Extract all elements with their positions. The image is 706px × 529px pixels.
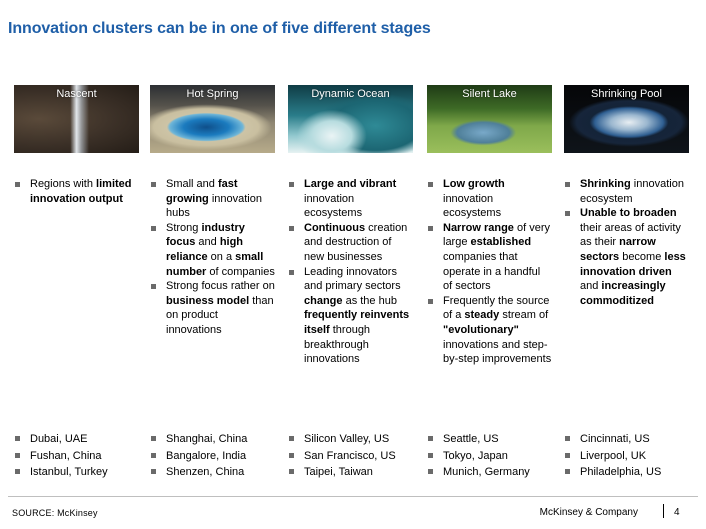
bullet-text: innovation hubs bbox=[166, 192, 262, 220]
page-number: 4 bbox=[674, 507, 680, 518]
source-note: SOURCE: McKinsey bbox=[12, 508, 98, 518]
bullet-text: limited innovation output bbox=[30, 178, 132, 205]
bullet-text: Low growth bbox=[443, 178, 505, 190]
stage-locations bbox=[14, 431, 149, 481]
bullet-text: increasingly commoditized bbox=[580, 280, 666, 307]
bullet-text: less innovation driven bbox=[580, 250, 686, 278]
stage-bullet bbox=[564, 206, 689, 308]
waterfall-photo bbox=[14, 85, 139, 153]
stage-description bbox=[427, 177, 552, 367]
stage-locations bbox=[288, 431, 423, 481]
bullet-text: innovation ecosystem bbox=[580, 178, 684, 205]
stage-bullet bbox=[150, 279, 275, 337]
footer-separator bbox=[663, 504, 664, 518]
stage-label: Silent Lake bbox=[462, 88, 517, 100]
bullet-text: their areas of activity as their bbox=[580, 221, 681, 249]
bullet-text: innovation ecosystems bbox=[443, 192, 502, 220]
stage-locations bbox=[150, 431, 285, 481]
bullet-text: steady bbox=[464, 309, 500, 322]
bullet-text: industry focus bbox=[166, 221, 245, 249]
bullet-text: creation and destruction of new businesses bbox=[304, 221, 408, 263]
bullet-text: Regions with bbox=[30, 178, 97, 190]
bullet-text: business model bbox=[166, 294, 250, 307]
location-item: Cincinnati, US bbox=[564, 431, 699, 448]
bullet-text: than on product innovations bbox=[166, 294, 274, 336]
bullet-text: Frequently the source of a bbox=[443, 294, 550, 322]
footer-divider bbox=[8, 496, 698, 497]
stage-bullet bbox=[150, 177, 275, 221]
stage-label: Dynamic Ocean bbox=[311, 88, 390, 100]
bullet-text: Unable to broaden bbox=[580, 207, 677, 220]
stage-column-hot-spring bbox=[150, 85, 275, 479]
stage-column-silent-lake bbox=[427, 85, 552, 479]
bullet-text: as the hub bbox=[342, 294, 397, 307]
bullet-text: narrow sectors bbox=[580, 236, 656, 263]
stage-column-dynamic-ocean bbox=[288, 85, 413, 479]
bullet-text: innovation ecosystems bbox=[304, 192, 363, 220]
bullet-text: Strong bbox=[166, 221, 202, 234]
bullet-text: and bbox=[195, 236, 220, 249]
bullet-text: Large and vibrant bbox=[304, 178, 397, 190]
stage-bullet bbox=[288, 265, 413, 367]
bullet-text: "evolutionary" bbox=[443, 323, 519, 336]
bullet-text: frequently reinvents itself bbox=[304, 309, 410, 336]
bullet-text: become bbox=[619, 250, 665, 263]
bullet-text: Small and bbox=[166, 178, 218, 190]
stage-column-shrinking-pool bbox=[564, 85, 689, 479]
bullet-text: through breakthrough innovations bbox=[304, 323, 371, 366]
stage-label: Nascent bbox=[56, 88, 97, 100]
bullet-text: Shrinking bbox=[580, 178, 631, 190]
bullet-text: Leading innovators and primary sectors bbox=[304, 265, 401, 293]
bullet-text: stream of bbox=[499, 309, 549, 322]
location-item: Fushan, China bbox=[14, 448, 149, 465]
stage-description bbox=[564, 177, 689, 308]
bullet-text: on a bbox=[207, 250, 236, 263]
stage-bullet bbox=[427, 177, 552, 221]
stage-label: Shrinking Pool bbox=[591, 88, 662, 100]
bullet-text: fast growing bbox=[166, 178, 238, 205]
bullet-text: Narrow range bbox=[443, 221, 514, 234]
page-title: Innovation clusters can be in one of five different stages bbox=[8, 20, 431, 37]
bullet-text: of companies bbox=[206, 265, 275, 278]
location-item: Bangalore, India bbox=[150, 448, 285, 465]
bullet-text: of very large bbox=[443, 221, 550, 249]
stage-bullet bbox=[427, 221, 552, 294]
location-item: Philadelphia, US bbox=[564, 464, 699, 481]
stage-bullet bbox=[288, 177, 413, 221]
hot-spring-photo bbox=[150, 85, 275, 153]
bullet-text: high reliance bbox=[166, 236, 244, 263]
bullet-text: change bbox=[304, 294, 343, 307]
location-item: Taipei, Taiwan bbox=[288, 464, 423, 481]
bullet-text: established bbox=[470, 236, 532, 249]
location-item: Tokyo, Japan bbox=[427, 448, 562, 465]
location-item: Dubai, UAE bbox=[14, 431, 149, 448]
stage-bullet bbox=[564, 177, 689, 206]
company-brand: McKinsey & Company bbox=[539, 507, 638, 518]
shrinking-pool-photo bbox=[564, 85, 689, 153]
location-item: Shanghai, China bbox=[150, 431, 285, 448]
bullet-text: small number bbox=[166, 250, 264, 278]
location-item: Istanbul, Turkey bbox=[14, 464, 149, 481]
stage-locations bbox=[427, 431, 562, 481]
ocean-wave-photo bbox=[288, 85, 413, 153]
bullet-text: innovations and step-by-step improvements bbox=[443, 338, 552, 366]
stage-bullet bbox=[427, 294, 552, 367]
stage-description bbox=[288, 177, 413, 367]
stage-label: Hot Spring bbox=[186, 88, 239, 100]
stage-bullet bbox=[150, 221, 275, 279]
stage-locations bbox=[564, 431, 699, 481]
bullet-text: Continuous bbox=[304, 221, 366, 234]
location-item: Shenzen, China bbox=[150, 464, 285, 481]
stage-column-nascent bbox=[14, 85, 139, 479]
stage-description bbox=[14, 177, 139, 206]
location-item: Munich, Germany bbox=[427, 464, 562, 481]
stage-bullet bbox=[14, 177, 139, 206]
bullet-text: companies that operate in a handful of sectors bbox=[443, 250, 541, 293]
location-item: Seattle, US bbox=[427, 431, 562, 448]
location-item: Silicon Valley, US bbox=[288, 431, 423, 448]
bullet-text: and bbox=[580, 280, 602, 293]
location-item: San Francisco, US bbox=[288, 448, 423, 465]
stage-bullet bbox=[288, 221, 413, 265]
bullet-text: Strong focus rather on bbox=[166, 280, 275, 293]
location-item: Liverpool, UK bbox=[564, 448, 699, 465]
lake-photo bbox=[427, 85, 552, 153]
stage-description bbox=[150, 177, 275, 338]
